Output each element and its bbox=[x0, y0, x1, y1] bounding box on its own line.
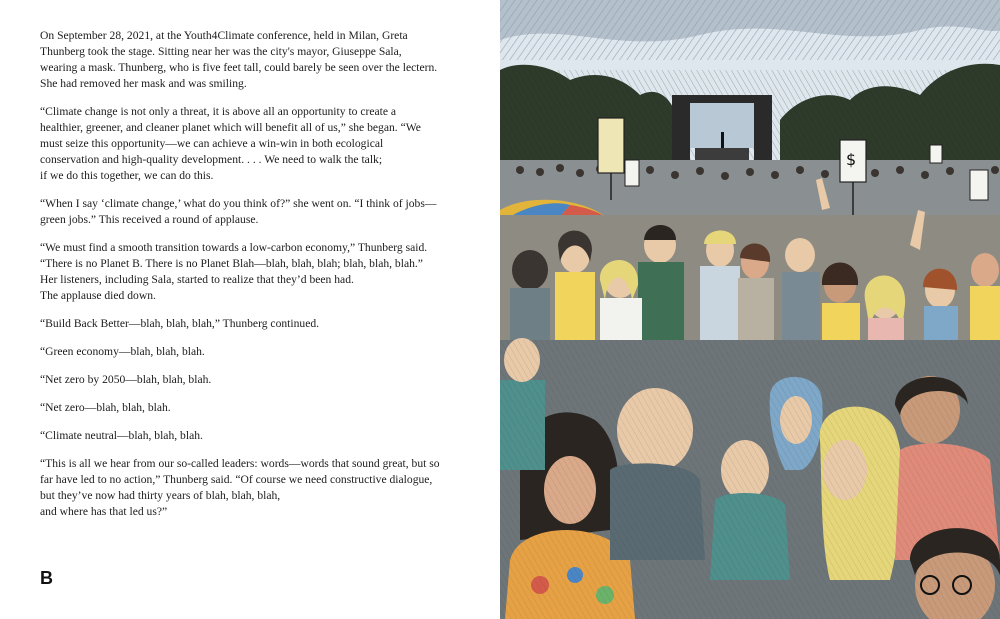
paragraph-5: “Build Back Better—blah, blah, blah,” Thunberg continued. bbox=[40, 317, 320, 330]
section-letter: B bbox=[40, 568, 53, 588]
paragraph-7: “Net zero by 2050—blah, blah, blah. bbox=[40, 373, 212, 386]
paragraph-1: On September 28, 2021, at the Youth4Climate conference, held in Milan, Greta Thunberg took the stage. Sitting near her was the city's mayor, Giuseppe Sala, wearing a mask. Thunberg, who is five feet tall, could barely be seen over the lectern. She had removed her mask and was smiling. bbox=[40, 29, 438, 90]
ink-hatching-overlay bbox=[500, 340, 1000, 619]
paragraph-8: “Net zero—blah, blah, blah. bbox=[40, 401, 171, 414]
article-body bbox=[40, 28, 440, 532]
paragraph-4: “We must find a smooth transition towards a low-carbon economy,” Thunberg said. “There is no Planet B. There is no Planet Blah—blah, blah, blah; blah, blah, blah.” Her listeners, including Sala, started to realize that they’d been had. The applause died down. bbox=[40, 241, 428, 302]
paragraph-10: “This is all we hear from our so-called leaders: words—words that sound great, but so far have led to no action,” Thunberg said. “Of course we need constructive dialogue, but they’ve now had thirty years of blah, blah, blah, and where has that led us?” bbox=[40, 457, 440, 518]
paragraph-2: “Climate change is not only a threat, it is above all an opportunity to create a healthier, greener, and cleaner planet which will benefit all of us,” she began. “We must seize this opportunity—we can achieve a win-win in both ecological conservation and high-quality development. . . . We need to walk the talk; if we do this together, we can do this. bbox=[40, 105, 421, 182]
paragraph-9: “Climate neutral—blah, blah, blah. bbox=[40, 429, 203, 442]
paragraph-3: “When I say ‘climate change,’ what do you think of?” she went on. “I think of jobs—green jobs.” This received a round of applause. bbox=[40, 197, 437, 226]
sign-dollar-symbol: $ bbox=[846, 150, 857, 169]
stage bbox=[672, 95, 772, 170]
crowd-illustration-svg bbox=[500, 0, 1000, 619]
paragraph-6: “Green economy—blah, blah, blah. bbox=[40, 345, 205, 358]
crowd-illustration bbox=[500, 0, 1000, 619]
